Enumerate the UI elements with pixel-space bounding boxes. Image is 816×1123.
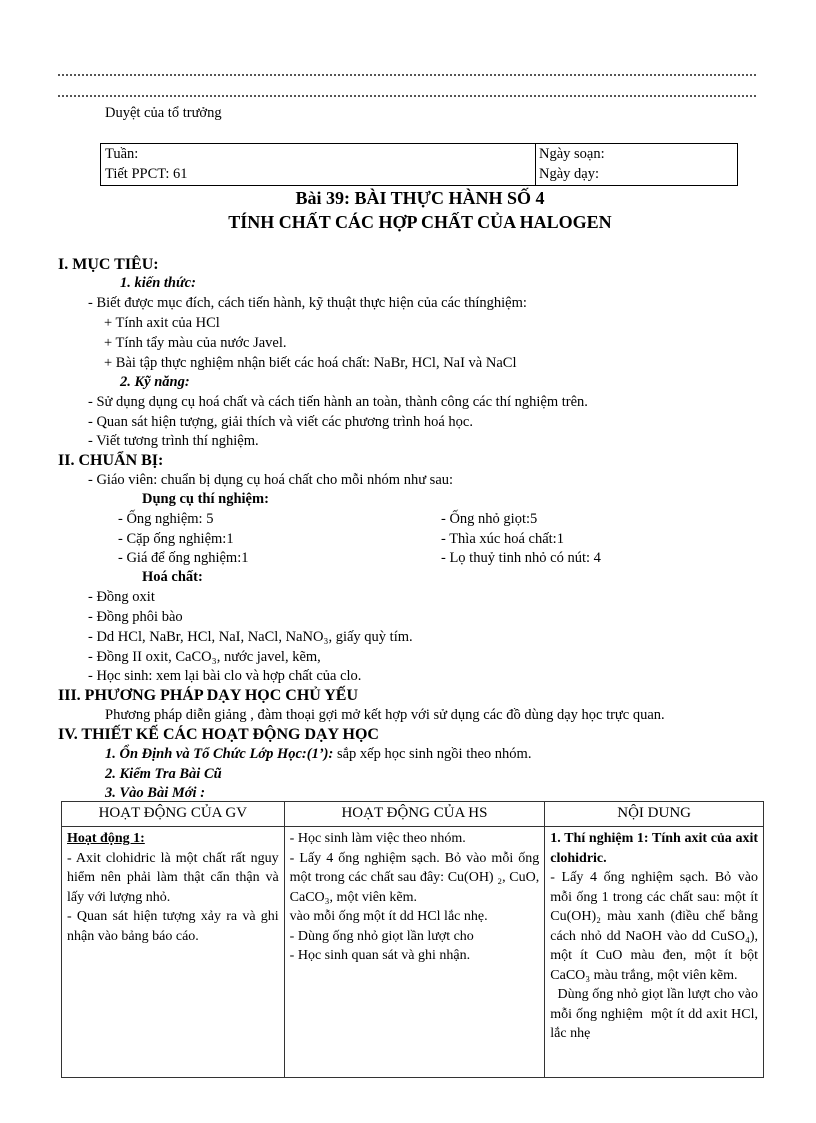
list-item: + Tính tẩy màu của nước Javel. [104, 335, 287, 351]
step-3: 3. Vào Bài Mới : [105, 785, 206, 801]
step-label: 1. Ổn Định và Tổ Chức Lớp Học:(1’): [105, 746, 334, 762]
lesson-subtitle: TÍNH CHẤT CÁC HỢP CHẤT CỦA HALOGEN [228, 212, 612, 232]
list-item: - Biết được mục đích, cách tiến hành, kỹ thuật thực hiện của các thínghiệm: [88, 295, 527, 311]
section-heading: III. PHƯƠNG PHÁP DẠY HỌC CHỦ YẾU [58, 687, 358, 704]
list-item: - Đồng phôi bào [88, 609, 183, 625]
cell-line: - Học sinh quan sát và ghi nhận. [289, 948, 471, 963]
tool-item: - Giá để ống nghiệm:1 [118, 550, 249, 566]
activity-title: Hoạt động 1: [67, 831, 145, 846]
list-item: + Bài tập thực nghiệm nhận biết các hoá chất: NaBr, HCl, NaI và NaCl [104, 355, 517, 371]
subheading-chemicals: Hoá chất: [142, 569, 203, 585]
subheading-knowledge: 1. kiến thức: [120, 275, 196, 291]
column-header: HOẠT ĐỘNG CỦA HS [284, 802, 545, 827]
cell-line: - Dùng ống nhỏ giọt lần lượt cho [289, 928, 474, 944]
tool-item: - Thìa xúc hoá chất:1 [441, 531, 564, 547]
dotted-line [58, 74, 756, 76]
section-heading: II. CHUẨN BỊ: [58, 452, 164, 469]
step-1 [105, 745, 531, 764]
section-heading: I. MỤC TIÊU: [58, 256, 159, 273]
subheading-skills: 2. Kỹ năng: [120, 374, 190, 390]
step-text: sắp xếp học sinh ngồi theo nhóm. [333, 746, 532, 762]
cell-line: - Lấy 4 ống nghiệm sạch. Bỏ vào mỗi ống một trong các chất sau đây: Cu(OH) ₂, CuO, CaCO₃, một viên kẽm. [289, 850, 540, 905]
dotted-line [58, 95, 756, 97]
lesson-info-box [100, 143, 738, 186]
list-item: - Quan sát hiện tượng, giải thích và viết các phương trình hoá học. [88, 414, 473, 430]
cell-line: - Quan sát hiện tượng xảy ra và ghi nhận vào bảng báo cáo. [67, 909, 279, 944]
week-label: Tuần: [105, 146, 139, 162]
list-item: + Tính axit của HCl [104, 315, 220, 331]
period-label: Tiết PPCT: 61 [105, 166, 188, 182]
lesson-title: Bài 39: BÀI THỰC HÀNH SỐ 4 [295, 188, 545, 208]
table-header-row [62, 802, 764, 827]
approval-label: Duyệt của tổ trưởng [105, 105, 222, 121]
prep-date-label: Ngày soạn: [539, 146, 605, 162]
cell-line: Dùng ống nhỏ giọt lần lượt cho vào mỗi ống nghiệm một ít dd axit HCl, lắc nhẹ [550, 987, 762, 1041]
experiment-title: 1. Thí nghiệm 1: Tính axit của axit clohidric. [550, 831, 758, 866]
tool-item: - Lọ thuỷ tinh nhỏ có nút: 4 [441, 550, 601, 566]
cell-line: - Lấy 4 ống nghiệm sạch. Bỏ vào mỗi ống 1 trong các chất sau: một ít Cu(OH)₂ màu xanh (điều chế bằng cách nhỏ dd NaOH vào dd CuSO₄), một ít CuO màu đen, một ít bột CaCO₃ màu trắng, một viên kẽm. [550, 870, 758, 983]
activities-table [61, 801, 764, 1078]
list-item: - Giáo viên: chuẩn bị dụng cụ hoá chất cho mỗi nhóm như sau: [88, 472, 454, 488]
paragraph: Phương pháp diễn giảng , đàm thoại gợi mở kết hợp với sử dụng các đồ dùng dạy học trực quan. [105, 707, 665, 723]
list-item: - Viết tương trình thí nghiệm. [88, 433, 259, 449]
list-item: - Sử dụng dụng cụ hoá chất và cách tiến hành an toàn, thành công các thí nghiệm trên. [88, 394, 588, 410]
cell-line: vào mỗi ống một ít dd HCl lắc nhẹ. [289, 909, 488, 924]
tool-item: - Cặp ống nghiệm:1 [118, 531, 234, 547]
list-item: - Dd HCl, NaBr, HCl, NaI, NaCl, NaNO₃, giấy quỳ tím. [88, 629, 413, 645]
tool-item: - Ống nhỏ giọt:5 [441, 511, 538, 527]
teach-date-label: Ngày dạy: [539, 166, 599, 182]
teacher-activity-cell [62, 827, 285, 1078]
divider [535, 144, 536, 185]
column-header: NỘI DUNG [545, 802, 764, 827]
step-2: 2. Kiểm Tra Bài Cũ [105, 766, 222, 782]
table-row [62, 827, 764, 1078]
content-cell [545, 827, 764, 1078]
student-activity-cell [284, 827, 545, 1078]
section-heading: IV. THIẾT KẾ CÁC HOẠT ĐỘNG DẠY HỌC [58, 726, 379, 743]
cell-line: - Axit clohidric là một chất rất nguy hiểm nên phải làm thật cẩn thận và lấy với lượng nhỏ. [67, 850, 279, 905]
subheading-tools: Dụng cụ thí nghiệm: [142, 491, 269, 507]
tool-item: - Ống nghiệm: 5 [118, 511, 214, 527]
list-item: - Đồng oxit [88, 589, 155, 605]
column-header: HOẠT ĐỘNG CỦA GV [62, 802, 285, 827]
cell-line: - Học sinh làm việc theo nhóm. [289, 831, 466, 846]
list-item: - Học sinh: xem lại bài clo và hợp chất của clo. [88, 668, 362, 684]
list-item: - Đồng II oxit, CaCO₃, nước javel, kẽm, [88, 649, 321, 665]
